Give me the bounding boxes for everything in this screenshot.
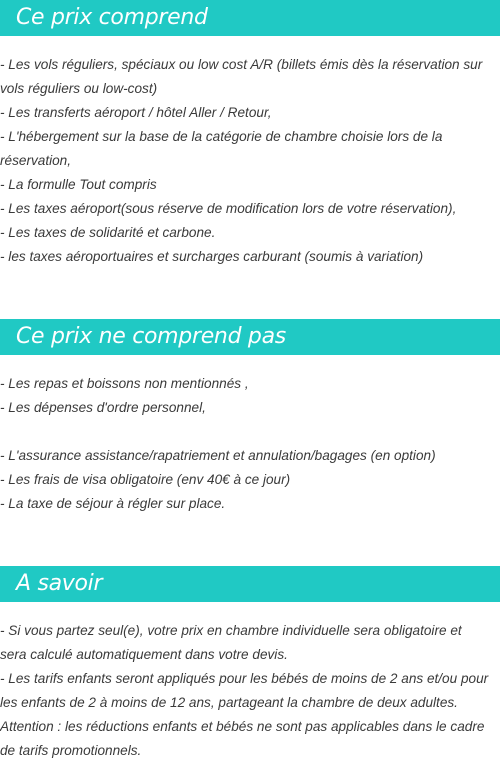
section-title-info: A savoir [16,571,103,596]
list-item: - Si vous partez seul(e), votre prix en chambre individuelle sera obligatoire et [0,623,462,638]
list-item: - Les frais de visa obligatoire (env 40€ à ce jour) [0,472,291,487]
section-body-info [0,619,500,763]
list-item: - Les tarifs enfants seront appliqués pour les bébés de moins de 2 ans et/ou pour [0,671,489,686]
list-item: - Les dépenses d'ordre personnel, [0,400,206,415]
section-title-includes: Ce prix comprend [16,5,208,30]
list-item: les enfants de 2 à moins de 12 ans, partageant la chambre de deux adultes. [0,695,458,710]
list-item: - La taxe de séjour à régler sur place. [0,496,226,511]
list-item: vols réguliers ou low-cost) [0,81,158,96]
list-item: - La formulle Tout compris [0,177,157,192]
section-header-excludes [0,319,500,355]
section-header-info [0,566,500,602]
list-item: Attention : les réductions enfants et bébés ne sont pas applicables dans le cadre [0,719,485,734]
list-item: - L'hébergement sur la base de la catégorie de chambre choisie lors de la [0,129,443,144]
list-item: - les taxes aéroportuaires et surcharges carburant (soumis à variation) [0,249,424,264]
list-item: - Les taxes aéroport(sous réserve de modification lors de votre réservation), [0,201,457,216]
list-item: - Les vols réguliers, spéciaux ou low cost A/R (billets émis dès la réservation sur [0,57,483,72]
list-item: de tarifs promotionnels. [0,743,142,758]
list-item: - Les taxes de solidarité et carbone. [0,225,216,240]
list-item: sera calculé automatiquement dans votre devis. [0,647,288,662]
section-body-excludes [0,372,500,516]
list-item: - Les repas et boissons non mentionnés , [0,376,249,391]
list-item: - L'assurance assistance/rapatriement et annulation/bagages (en option) [0,448,436,463]
section-title-excludes: Ce prix ne comprend pas [16,324,286,349]
list-item: réservation, [0,153,72,168]
list-item: - Les transferts aéroport / hôtel Aller / Retour, [0,105,272,120]
blank-line [0,420,500,444]
section-body-includes [0,53,500,269]
section-header-includes [0,0,500,36]
